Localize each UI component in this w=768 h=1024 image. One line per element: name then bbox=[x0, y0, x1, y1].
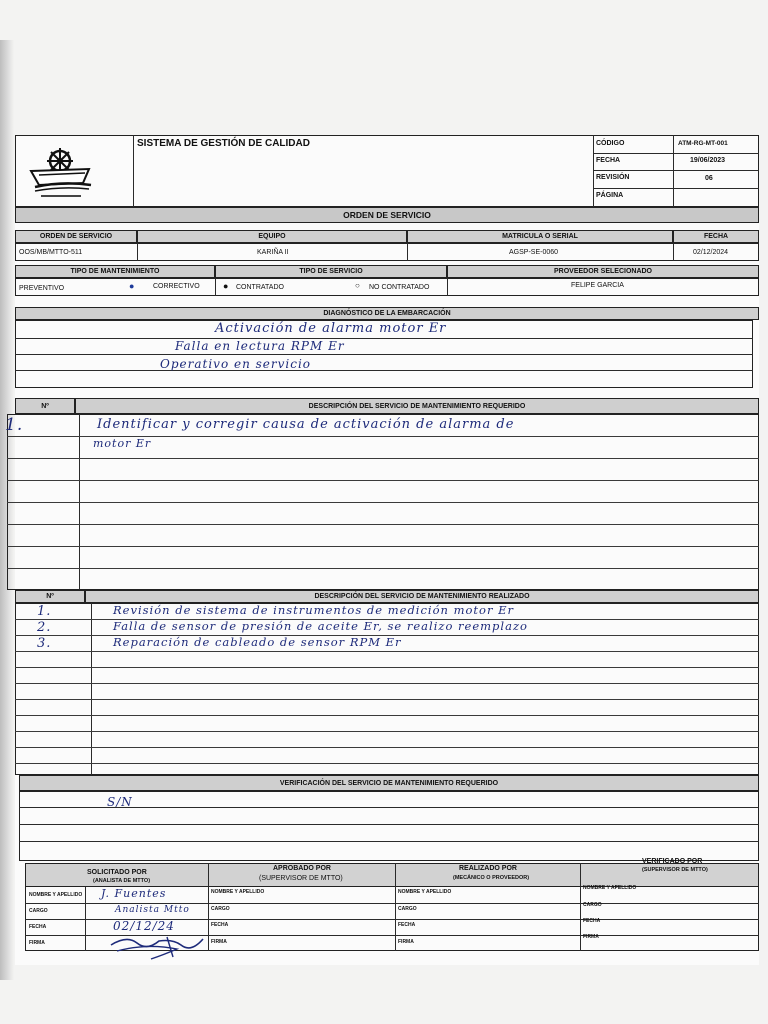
maint-type-label: TIPO DE MANTENIMIENTO bbox=[15, 265, 215, 278]
service-not-contracted-option: NO CONTRATADO bbox=[369, 284, 430, 291]
system-title: SISTEMA DE GESTIÓN DE CALIDAD bbox=[137, 138, 310, 149]
performed-by-sub: (MECÁNICO O PROVEEDOR) bbox=[453, 875, 530, 881]
radio-filled-icon: ● bbox=[223, 281, 229, 291]
verified-title: VERIFICADO POR bbox=[642, 858, 703, 865]
order-label: ORDEN DE SERVICIO bbox=[15, 230, 137, 243]
radio-dot-icon: ● bbox=[129, 281, 135, 291]
requested-name-value: J. Fuentes bbox=[101, 887, 167, 900]
verified-role-label: CARGO bbox=[583, 902, 602, 908]
header-date-value: 19/06/2023 bbox=[690, 157, 726, 164]
revision-value: 06 bbox=[705, 175, 713, 182]
provider-label: PROVEEDOR SELECIONADO bbox=[447, 265, 759, 278]
verification-text: S/N bbox=[107, 795, 133, 809]
verified-name-label: NOMBRE Y APELLIDO bbox=[583, 885, 637, 891]
service-order-form bbox=[5, 135, 759, 965]
info-date-label: FECHA bbox=[673, 230, 759, 243]
requested-role-label: CARGO bbox=[29, 908, 48, 914]
order-value: OOS/MB/MTTO-511 bbox=[19, 249, 83, 256]
performed-signature-label: FIRMA bbox=[398, 939, 414, 945]
requested-date-label: FECHA bbox=[29, 924, 47, 930]
maint-corrective-option: CORRECTIVO bbox=[153, 283, 200, 290]
requested-signature-label: FIRMA bbox=[29, 940, 45, 946]
verified-date-label: FECHA bbox=[583, 918, 601, 924]
performed-item-3-num: 3. bbox=[37, 636, 52, 651]
diagnosis-line-3: Operativo en servicio bbox=[160, 357, 312, 371]
performed-item-1-text: Revisión de sistema de instrumentos de medición motor Er bbox=[113, 603, 514, 617]
diagnosis-line-2: Falla en lectura RPM Er bbox=[175, 339, 345, 353]
radio-empty-icon: ○ bbox=[355, 281, 360, 290]
required-item-1-num: 1. bbox=[5, 415, 24, 435]
performed-num-label: Nº bbox=[15, 590, 85, 603]
code-value: ATM-RG-MT-001 bbox=[678, 140, 728, 147]
service-contracted-option: CONTRATADO bbox=[236, 284, 284, 291]
equipment-label: EQUIPO bbox=[137, 230, 407, 243]
diagnosis-title: DIAGNÓSTICO DE LA EMBARCACIÓN bbox=[15, 307, 759, 320]
code-label: CÓDIGO bbox=[596, 140, 625, 147]
company-logo bbox=[27, 145, 97, 201]
performed-item-2-text: Falla de sensor de presión de aceite Er, se realizo reemplazo bbox=[113, 619, 528, 633]
verified-sub: (SUPERVISOR DE MTTO) bbox=[642, 867, 708, 873]
equipment-value: KARIÑA II bbox=[257, 249, 289, 256]
page-label: PÁGINA bbox=[596, 192, 624, 199]
service-type-label: TIPO DE SERVICIO bbox=[215, 265, 447, 278]
performed-item-2-num: 2. bbox=[37, 620, 52, 635]
serial-label: MATRICULA O SERIAL bbox=[407, 230, 673, 243]
requested-signature bbox=[107, 931, 217, 961]
required-title: DESCRIPCIÓN DEL SERVICIO DE MANTENIMIENTO REQUERIDO bbox=[75, 398, 759, 414]
performed-item-1-num: 1. bbox=[37, 604, 52, 619]
requested-name-label: NOMBRE Y APELLIDO bbox=[29, 892, 83, 898]
requested-role-value: Analista Mtto bbox=[115, 905, 190, 915]
approved-sub: (SUPERVISOR DE MTTO) bbox=[259, 875, 343, 882]
verified-signature-label: FIRMA bbox=[583, 934, 599, 940]
performed-role-label: CARGO bbox=[398, 906, 417, 912]
form-title: ORDEN DE SERVICIO bbox=[15, 207, 759, 223]
performed-date-label: FECHA bbox=[398, 922, 416, 928]
maint-preventive-option: PREVENTIVO bbox=[19, 285, 65, 292]
requested-date-value: 02/12/24 bbox=[113, 919, 175, 933]
header-date-label: FECHA bbox=[596, 157, 621, 164]
revision-label: REVISIÓN bbox=[596, 174, 630, 181]
performed-title: DESCRIPCIÓN DEL SERVICIO DE MANTENIMIENTO REALIZADO bbox=[85, 590, 759, 603]
performed-by-title: REALIZADO POR bbox=[459, 865, 517, 872]
info-date-value: 02/12/2024 bbox=[693, 249, 729, 256]
required-item-1-cont: motor Er bbox=[93, 437, 152, 450]
performed-item-3-text: Reparación de cableado de sensor RPM Er bbox=[113, 635, 402, 649]
approved-role-label: CARGO bbox=[211, 906, 230, 912]
requested-sub: (ANALISTA DE MTTO) bbox=[93, 878, 151, 884]
diagnosis-line-1: Activación de alarma motor Er bbox=[215, 321, 447, 336]
requested-title: SOLICITADO POR bbox=[87, 869, 147, 876]
verification-title: VERIFICACIÓN DEL SERVICIO DE MANTENIMIENTO REQUERIDO bbox=[19, 775, 759, 791]
approved-date-label: FECHA bbox=[211, 922, 229, 928]
approved-title: APROBADO POR bbox=[273, 865, 331, 872]
approved-name-label: NOMBRE Y APELLIDO bbox=[211, 889, 265, 895]
required-item-1-text: Identificar y corregir causa de activación de alarma de bbox=[97, 417, 515, 432]
performed-name-label: NOMBRE Y APELLIDO bbox=[398, 889, 452, 895]
header-block bbox=[15, 135, 759, 207]
serial-value: AGSP-SE-0060 bbox=[509, 249, 559, 256]
provider-value: FELIPE GARCIA bbox=[571, 282, 624, 289]
approved-signature-label: FIRMA bbox=[211, 939, 227, 945]
required-num-label: Nº bbox=[15, 398, 75, 414]
